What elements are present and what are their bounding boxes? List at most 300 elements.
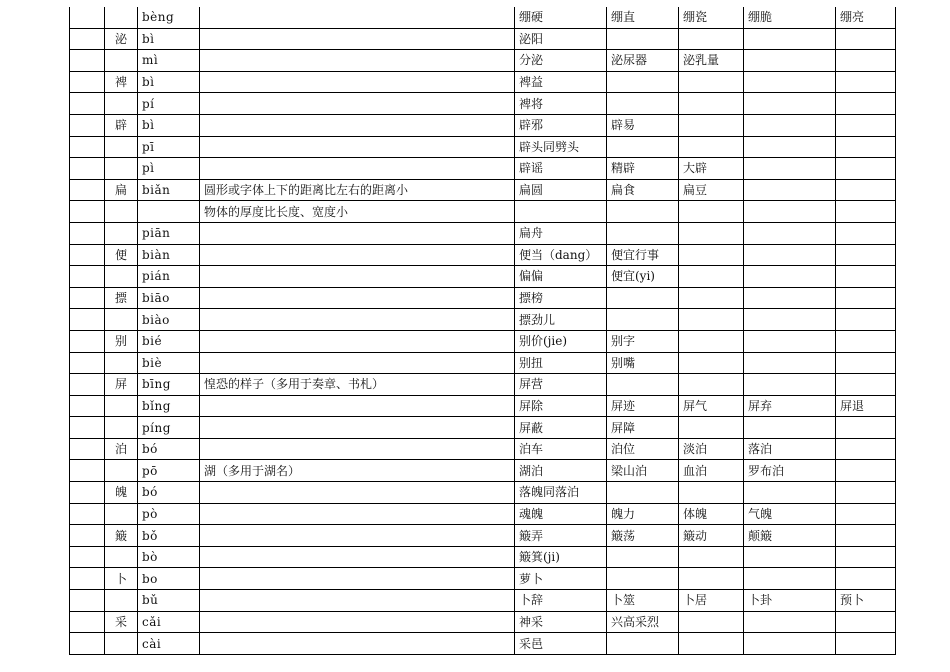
word-cell: 辟谣: [515, 158, 607, 180]
word-cell: [836, 633, 896, 655]
word-cell: 屏气: [679, 395, 744, 417]
table-row: [70, 136, 896, 158]
table-row: [70, 158, 896, 180]
meaning-cell: [200, 244, 515, 266]
word-cell: [679, 546, 744, 568]
word-cell: [607, 633, 679, 655]
word-cell: 簸动: [679, 525, 744, 547]
word-cell: 梁山泊: [607, 460, 679, 482]
row-margin-cell: [70, 50, 105, 72]
pinyin-cell: cǎi: [138, 611, 200, 633]
table-row: [70, 633, 896, 655]
word-cell: 便宜行事: [607, 244, 679, 266]
char-cell: [105, 222, 138, 244]
pinyin-cell: pì: [138, 158, 200, 180]
word-cell: 绷脆: [744, 7, 836, 28]
word-cell: [607, 287, 679, 309]
row-margin-cell: [70, 633, 105, 655]
table-row: [70, 93, 896, 115]
word-cell: 屏退: [836, 395, 896, 417]
table-row: [70, 330, 896, 352]
table-row: [70, 309, 896, 331]
meaning-cell: [200, 71, 515, 93]
word-cell: [744, 179, 836, 201]
word-cell: 罗布泊: [744, 460, 836, 482]
meaning-cell: [200, 546, 515, 568]
word-cell: 萝卜: [515, 568, 607, 590]
table-row: [70, 71, 896, 93]
word-cell: 绷直: [607, 7, 679, 28]
row-margin-cell: [70, 525, 105, 547]
word-cell: 屏障: [607, 417, 679, 439]
word-cell: 颠簸: [744, 525, 836, 547]
pinyin-cell: bò: [138, 546, 200, 568]
word-cell: 屏除: [515, 395, 607, 417]
pinyin-cell: mì: [138, 50, 200, 72]
row-margin-cell: [70, 309, 105, 331]
pinyin-cell: biāo: [138, 287, 200, 309]
row-margin-cell: [70, 568, 105, 590]
pinyin-cell: biào: [138, 309, 200, 331]
table-row: [70, 201, 896, 223]
word-cell: [679, 374, 744, 396]
word-cell: 分泌: [515, 50, 607, 72]
word-cell: [607, 482, 679, 504]
char-cell: [105, 7, 138, 28]
char-cell: [105, 201, 138, 223]
word-cell: [607, 546, 679, 568]
meaning-cell: [200, 158, 515, 180]
word-cell: 气魄: [744, 503, 836, 525]
word-cell: 卜筮: [607, 590, 679, 612]
word-cell: [744, 568, 836, 590]
meaning-cell: 圆形或字体上下的距离比左右的距离小: [200, 179, 515, 201]
table-row: [70, 482, 896, 504]
meaning-cell: [200, 222, 515, 244]
word-cell: [607, 222, 679, 244]
word-cell: [744, 244, 836, 266]
word-cell: [836, 482, 896, 504]
word-cell: 簸箕(ji): [515, 546, 607, 568]
row-margin-cell: [70, 590, 105, 612]
word-cell: 落泊: [744, 438, 836, 460]
word-cell: 裨将: [515, 93, 607, 115]
char-cell: [105, 460, 138, 482]
word-cell: 便宜(yi): [607, 266, 679, 288]
word-cell: [836, 546, 896, 568]
word-cell: 泌阳: [515, 28, 607, 50]
word-cell: [836, 244, 896, 266]
word-cell: [744, 374, 836, 396]
row-margin-cell: [70, 244, 105, 266]
char-cell: 采: [105, 611, 138, 633]
table-row: [70, 438, 896, 460]
meaning-cell: [200, 352, 515, 374]
meaning-cell: [200, 266, 515, 288]
word-cell: 摽榜: [515, 287, 607, 309]
word-cell: [744, 330, 836, 352]
table-row: [70, 222, 896, 244]
row-margin-cell: [70, 611, 105, 633]
char-cell: [105, 417, 138, 439]
word-cell: 辟易: [607, 114, 679, 136]
row-margin-cell: [70, 222, 105, 244]
word-cell: [607, 93, 679, 115]
word-cell: [836, 287, 896, 309]
table-row: [70, 114, 896, 136]
table-row: [70, 417, 896, 439]
pinyin-cell: pō: [138, 460, 200, 482]
pinyin-cell: bǐng: [138, 395, 200, 417]
word-cell: 扁豆: [679, 179, 744, 201]
pinyin-cell: bèng: [138, 7, 200, 28]
word-cell: [836, 417, 896, 439]
row-margin-cell: [70, 417, 105, 439]
pinyin-cell: bo: [138, 568, 200, 590]
meaning-cell: [200, 633, 515, 655]
word-cell: 摽劲儿: [515, 309, 607, 331]
pinyin-cell: [138, 201, 200, 223]
meaning-cell: [200, 28, 515, 50]
row-margin-cell: [70, 136, 105, 158]
word-cell: [744, 71, 836, 93]
row-margin-cell: [70, 7, 105, 28]
word-cell: [744, 28, 836, 50]
char-cell: 摽: [105, 287, 138, 309]
char-cell: [105, 590, 138, 612]
word-cell: [836, 93, 896, 115]
word-cell: [744, 266, 836, 288]
pinyin-cell: cài: [138, 633, 200, 655]
meaning-cell: [200, 417, 515, 439]
word-cell: [515, 201, 607, 223]
pinyin-cell: bó: [138, 482, 200, 504]
pinyin-cell: biàn: [138, 244, 200, 266]
word-cell: [679, 352, 744, 374]
row-margin-cell: [70, 482, 105, 504]
word-cell: [744, 352, 836, 374]
char-cell: 泊: [105, 438, 138, 460]
char-cell: 别: [105, 330, 138, 352]
meaning-cell: [200, 611, 515, 633]
word-cell: [679, 611, 744, 633]
word-cell: [679, 222, 744, 244]
word-cell: [607, 201, 679, 223]
pinyin-cell: bó: [138, 438, 200, 460]
char-cell: 辟: [105, 114, 138, 136]
word-cell: [836, 71, 896, 93]
pinyin-cell: píng: [138, 417, 200, 439]
row-margin-cell: [70, 28, 105, 50]
word-cell: [744, 633, 836, 655]
row-margin-cell: [70, 352, 105, 374]
pinyin-cell: biǎn: [138, 179, 200, 201]
word-cell: 扁舟: [515, 222, 607, 244]
word-cell: 便当（dang）: [515, 244, 607, 266]
word-cell: [744, 158, 836, 180]
char-cell: 簸: [105, 525, 138, 547]
char-cell: [105, 309, 138, 331]
word-cell: 泊车: [515, 438, 607, 460]
word-cell: [679, 71, 744, 93]
pinyin-cell: biè: [138, 352, 200, 374]
word-cell: [679, 330, 744, 352]
meaning-cell: [200, 7, 515, 28]
table-row: [70, 266, 896, 288]
meaning-cell: 惶恐的样子（多用于奏章、书札）: [200, 374, 515, 396]
char-cell: [105, 352, 138, 374]
meaning-cell: 湖（多用于湖名）: [200, 460, 515, 482]
meaning-cell: [200, 309, 515, 331]
word-cell: 湖泊: [515, 460, 607, 482]
pinyin-cell: piān: [138, 222, 200, 244]
word-cell: [607, 309, 679, 331]
word-cell: [679, 309, 744, 331]
word-cell: [836, 438, 896, 460]
word-cell: 卜辞: [515, 590, 607, 612]
row-margin-cell: [70, 201, 105, 223]
word-cell: 屏迹: [607, 395, 679, 417]
word-cell: [744, 201, 836, 223]
word-cell: [744, 93, 836, 115]
row-margin-cell: [70, 438, 105, 460]
word-cell: 泊位: [607, 438, 679, 460]
meaning-cell: 物体的厚度比长度、宽度小: [200, 201, 515, 223]
word-cell: 精辟: [607, 158, 679, 180]
pinyin-cell: pò: [138, 503, 200, 525]
char-cell: [105, 50, 138, 72]
word-cell: [744, 114, 836, 136]
word-cell: 簸弄: [515, 525, 607, 547]
table-row: [70, 7, 896, 28]
table-body: [70, 7, 896, 654]
char-cell: 裨: [105, 71, 138, 93]
word-cell: 绷硬: [515, 7, 607, 28]
table-row: [70, 611, 896, 633]
word-cell: [679, 93, 744, 115]
meaning-cell: [200, 287, 515, 309]
word-cell: 屏营: [515, 374, 607, 396]
word-cell: [744, 546, 836, 568]
char-cell: 扁: [105, 179, 138, 201]
pinyin-cell: bǔ: [138, 590, 200, 612]
row-margin-cell: [70, 546, 105, 568]
word-cell: [679, 136, 744, 158]
row-margin-cell: [70, 330, 105, 352]
word-cell: [679, 568, 744, 590]
meaning-cell: [200, 590, 515, 612]
table-row: [70, 503, 896, 525]
table-row: [70, 395, 896, 417]
table-row: [70, 525, 896, 547]
word-cell: [836, 179, 896, 201]
word-cell: 神采: [515, 611, 607, 633]
meaning-cell: [200, 525, 515, 547]
table-row: [70, 568, 896, 590]
word-cell: 别价(jie): [515, 330, 607, 352]
word-cell: [836, 374, 896, 396]
pinyin-cell: bié: [138, 330, 200, 352]
row-margin-cell: [70, 395, 105, 417]
word-cell: [836, 266, 896, 288]
meaning-cell: [200, 438, 515, 460]
row-margin-cell: [70, 114, 105, 136]
word-cell: [744, 482, 836, 504]
table-row: [70, 28, 896, 50]
meaning-cell: [200, 136, 515, 158]
word-cell: [836, 352, 896, 374]
word-cell: [836, 28, 896, 50]
row-margin-cell: [70, 71, 105, 93]
meaning-cell: [200, 395, 515, 417]
word-cell: 裨益: [515, 71, 607, 93]
word-cell: [836, 222, 896, 244]
word-cell: 绷瓷: [679, 7, 744, 28]
char-cell: 便: [105, 244, 138, 266]
word-cell: [679, 417, 744, 439]
pinyin-cell: pī: [138, 136, 200, 158]
word-cell: 扁食: [607, 179, 679, 201]
word-cell: 别嘴: [607, 352, 679, 374]
word-cell: [679, 201, 744, 223]
row-margin-cell: [70, 93, 105, 115]
word-cell: [679, 244, 744, 266]
meaning-cell: [200, 93, 515, 115]
word-cell: [679, 266, 744, 288]
pinyin-cell: pí: [138, 93, 200, 115]
row-margin-cell: [70, 158, 105, 180]
char-cell: [105, 158, 138, 180]
word-cell: 兴高采烈: [607, 611, 679, 633]
pinyin-cell: bì: [138, 28, 200, 50]
word-cell: [836, 330, 896, 352]
word-cell: [836, 136, 896, 158]
word-cell: 屏弃: [744, 395, 836, 417]
word-cell: [836, 50, 896, 72]
meaning-cell: [200, 330, 515, 352]
word-cell: [836, 158, 896, 180]
word-cell: [744, 611, 836, 633]
word-cell: [744, 287, 836, 309]
pinyin-cell: bīng: [138, 374, 200, 396]
word-cell: [607, 374, 679, 396]
pinyin-cell: bì: [138, 114, 200, 136]
word-cell: 偏偏: [515, 266, 607, 288]
char-cell: [105, 266, 138, 288]
table-row: [70, 179, 896, 201]
char-cell: [105, 546, 138, 568]
table-row: [70, 546, 896, 568]
meaning-cell: [200, 503, 515, 525]
word-cell: 大辟: [679, 158, 744, 180]
row-margin-cell: [70, 460, 105, 482]
char-cell: 泌: [105, 28, 138, 50]
table-row: [70, 50, 896, 72]
meaning-cell: [200, 114, 515, 136]
pinyin-cell: bǒ: [138, 525, 200, 547]
pronunciation-table: [69, 7, 896, 655]
word-cell: 别扭: [515, 352, 607, 374]
table-row: [70, 460, 896, 482]
table-row: [70, 590, 896, 612]
word-cell: 采邑: [515, 633, 607, 655]
char-cell: 魄: [105, 482, 138, 504]
word-cell: [744, 417, 836, 439]
word-cell: [744, 50, 836, 72]
meaning-cell: [200, 482, 515, 504]
word-cell: [744, 309, 836, 331]
word-cell: [836, 201, 896, 223]
word-cell: [679, 482, 744, 504]
word-cell: 卜卦: [744, 590, 836, 612]
word-cell: [607, 28, 679, 50]
word-cell: 魂魄: [515, 503, 607, 525]
word-cell: 魄力: [607, 503, 679, 525]
word-cell: 卜居: [679, 590, 744, 612]
word-cell: 扁圆: [515, 179, 607, 201]
word-cell: [836, 503, 896, 525]
pinyin-cell: pián: [138, 266, 200, 288]
char-cell: [105, 93, 138, 115]
word-cell: 泌乳量: [679, 50, 744, 72]
word-cell: [836, 525, 896, 547]
word-cell: 屏蔽: [515, 417, 607, 439]
word-cell: 泌尿器: [607, 50, 679, 72]
word-cell: [836, 460, 896, 482]
row-margin-cell: [70, 287, 105, 309]
word-cell: 绷亮: [836, 7, 896, 28]
row-margin-cell: [70, 179, 105, 201]
table-row: [70, 374, 896, 396]
word-cell: 淡泊: [679, 438, 744, 460]
word-cell: [679, 287, 744, 309]
word-cell: [836, 611, 896, 633]
word-cell: [679, 28, 744, 50]
word-cell: 辟邪: [515, 114, 607, 136]
word-cell: [836, 114, 896, 136]
table-row: [70, 287, 896, 309]
row-margin-cell: [70, 374, 105, 396]
word-cell: [607, 71, 679, 93]
word-cell: 预卜: [836, 590, 896, 612]
word-cell: 体魄: [679, 503, 744, 525]
word-cell: [607, 136, 679, 158]
word-cell: [836, 309, 896, 331]
word-cell: [744, 222, 836, 244]
word-cell: [836, 568, 896, 590]
char-cell: 卜: [105, 568, 138, 590]
table-row: [70, 244, 896, 266]
char-cell: [105, 633, 138, 655]
table-row: [70, 352, 896, 374]
word-cell: 血泊: [679, 460, 744, 482]
word-cell: 落魄同落泊: [515, 482, 607, 504]
row-margin-cell: [70, 503, 105, 525]
char-cell: [105, 503, 138, 525]
pinyin-cell: bì: [138, 71, 200, 93]
char-cell: [105, 136, 138, 158]
word-cell: 簸荡: [607, 525, 679, 547]
row-margin-cell: [70, 266, 105, 288]
word-cell: 辟头同劈头: [515, 136, 607, 158]
word-cell: [607, 568, 679, 590]
meaning-cell: [200, 50, 515, 72]
meaning-cell: [200, 568, 515, 590]
word-cell: [744, 136, 836, 158]
word-cell: [679, 633, 744, 655]
word-cell: [679, 114, 744, 136]
word-cell: 别字: [607, 330, 679, 352]
